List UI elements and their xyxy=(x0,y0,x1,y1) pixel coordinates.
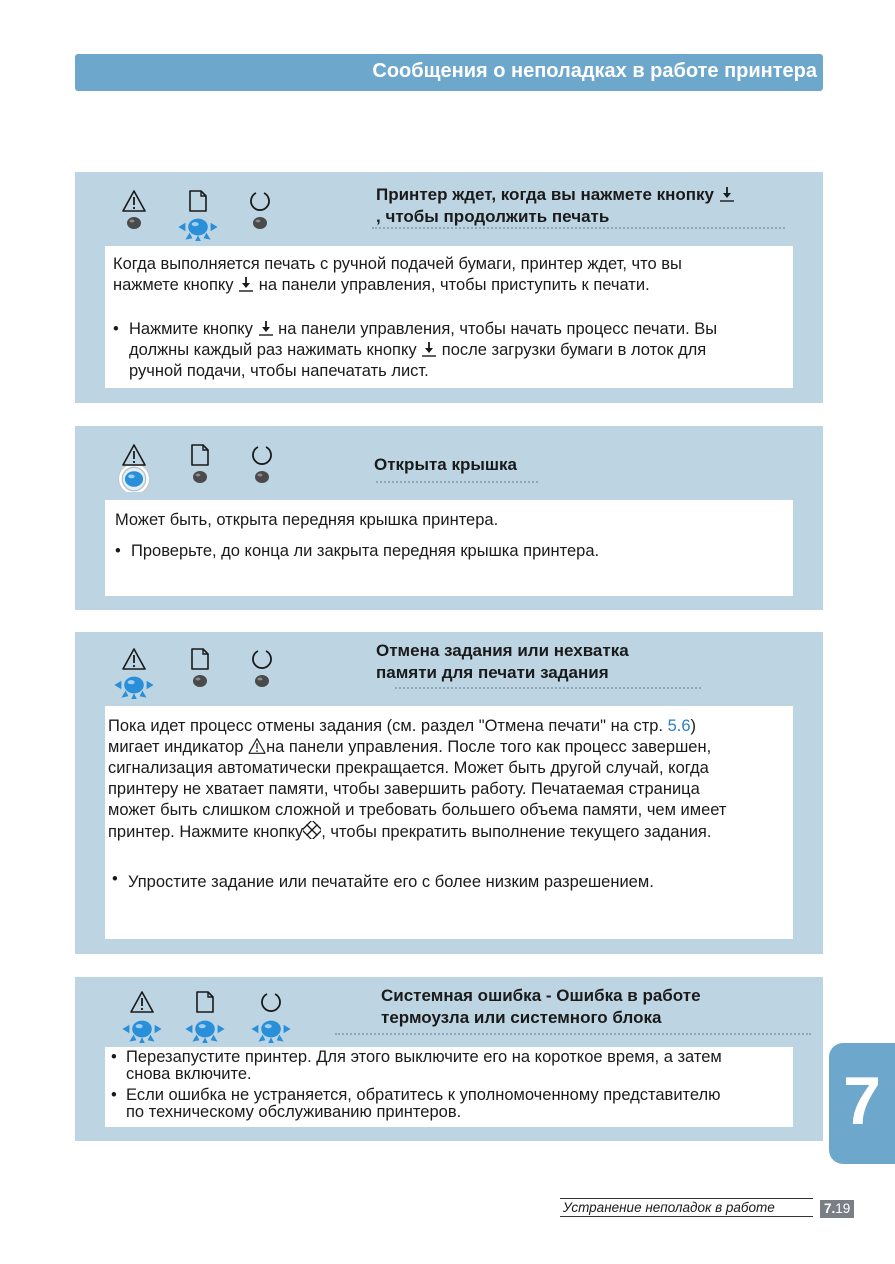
warning-icon xyxy=(248,738,266,754)
message-box: Может быть, открыта передняя крышка принтера. • Проверьте, до конца ли закрыта передняя крышка принтера. xyxy=(105,500,793,596)
warning-icon xyxy=(122,648,146,670)
page-number: 7.19 xyxy=(820,1200,854,1218)
power-icon xyxy=(260,991,282,1013)
power-icon xyxy=(251,444,273,466)
message-box: • Перезапустите принтер. Для этого выключите его на короткое время, а затем снова включите. • Если ошибка не устраняется, обратитесь к уполномоченному представителю по техническому обслуживанию принтеров. xyxy=(105,1047,793,1127)
message-box: Когда выполняется печать с ручной подачей бумаги, принтер ждет, что вы нажмете кнопку на панели управления, чтобы приступить к печати. • Нажмите кнопку на панели управления, чтобы начать процесс печати. Вы должны каждый раз нажимать кнопку после загрузки бумаги в лоток для ручной подачи, чтобы напечатать лист. xyxy=(105,246,793,388)
warning-indicator xyxy=(119,190,149,236)
led-off-icon xyxy=(185,671,215,691)
led-off-icon xyxy=(245,213,275,233)
message-box: Пока идет процесс отмены задания (см. раздел "Отмена печати" на стр. 5.6) мигает индикатор на панели управления. После того как процесс завершен, сигнализация автоматически прекращается. Может быть другой случай, когда принтеру не хватает памяти, чтобы завершить работу. Печатаемая страница может быть слишком сложной и требовать большего объема памяти, чем имеет принтер. Нажмите кнопку , чтобы прекратить выполнение текущего задания. • Упростите задание или печатайте его с более низким разрешением. xyxy=(105,706,793,939)
power-indicator xyxy=(245,190,275,236)
led-blinking-icon xyxy=(112,671,156,699)
title-divider xyxy=(372,227,785,229)
chapter-tab xyxy=(829,1043,895,1164)
section-title: Принтер ждет, когда вы нажмете кнопку , чтобы продолжить печать xyxy=(376,184,735,228)
led-blinking-icon xyxy=(176,213,220,241)
paper-indicator xyxy=(185,444,215,490)
paper-icon xyxy=(196,991,214,1013)
status-section-system-error xyxy=(75,977,823,1141)
continue-button-icon xyxy=(719,186,735,202)
section-title: Открыта крышка xyxy=(374,455,518,474)
power-icon xyxy=(251,648,273,670)
chapter-number: 7 xyxy=(843,1063,881,1139)
led-on-icon xyxy=(114,466,154,492)
footer-divider xyxy=(560,1198,813,1199)
paper-icon xyxy=(191,648,209,670)
led-blinking-icon xyxy=(183,1015,227,1043)
paper-indicator xyxy=(190,991,220,1037)
continue-button-icon xyxy=(258,320,274,336)
led-off-icon xyxy=(247,467,277,487)
description-text: Когда выполняется печать с ручной подачей бумаги, принтер ждет, что вы нажмете кнопку на панели управления, чтобы приступить к печати. xyxy=(113,255,682,294)
warning-icon xyxy=(122,190,146,212)
chapter-header xyxy=(75,54,823,91)
power-icon xyxy=(249,190,271,212)
warning-icon xyxy=(130,991,154,1013)
cancel-button-icon xyxy=(303,821,321,839)
power-indicator xyxy=(247,648,277,694)
status-section-continue xyxy=(75,172,823,403)
warning-indicator xyxy=(127,991,157,1037)
footer-underline xyxy=(560,1216,813,1217)
led-blinking-icon xyxy=(120,1015,164,1043)
footer-section-title: Устранение неполадок в работе xyxy=(563,1200,775,1215)
continue-button-icon xyxy=(421,341,437,357)
paper-icon xyxy=(189,190,207,212)
led-off-icon xyxy=(185,467,215,487)
continue-button-icon xyxy=(238,276,254,292)
warning-indicator xyxy=(119,648,149,694)
warning-icon xyxy=(122,444,146,466)
paper-indicator xyxy=(183,190,213,236)
page-title: Сообщения о неполадках в работе принтера xyxy=(372,60,817,82)
power-indicator xyxy=(247,444,277,490)
section-title: Системная ошибка - Ошибка в работе термоузла или системного блока xyxy=(381,986,701,1027)
power-indicator xyxy=(256,991,286,1037)
paper-indicator xyxy=(185,648,215,694)
title-divider xyxy=(376,481,538,483)
led-off-icon xyxy=(247,671,277,691)
led-blinking-icon xyxy=(249,1015,293,1043)
paper-icon xyxy=(191,444,209,466)
description-text: Пока идет процесс отмены задания (см. раздел "Отмена печати" на стр. 5.6) мигает индикатор на панели управления. После того как процесс завершен, сигнализация автоматически прекращается. Может быть другой случай, когда принтеру не хватает памяти, чтобы завершить работу. Печатаемая страница может быть слишком сложной и требовать большего объема памяти, чем имеет принтер. Нажмите кнопку , чтобы прекратить выполнение текущего задания. xyxy=(108,717,727,841)
led-off-icon xyxy=(119,213,149,233)
warning-indicator xyxy=(119,444,149,490)
section-title: Отмена задания или нехватка памяти для печати задания xyxy=(376,641,629,682)
title-divider xyxy=(395,687,701,689)
status-section-cancel-memory xyxy=(75,632,823,954)
page-link[interactable]: 5.6 xyxy=(667,717,691,735)
description-text: Может быть, открыта передняя крышка принтера. xyxy=(115,511,499,529)
title-divider xyxy=(335,1033,811,1035)
status-section-cover-open xyxy=(75,426,823,610)
